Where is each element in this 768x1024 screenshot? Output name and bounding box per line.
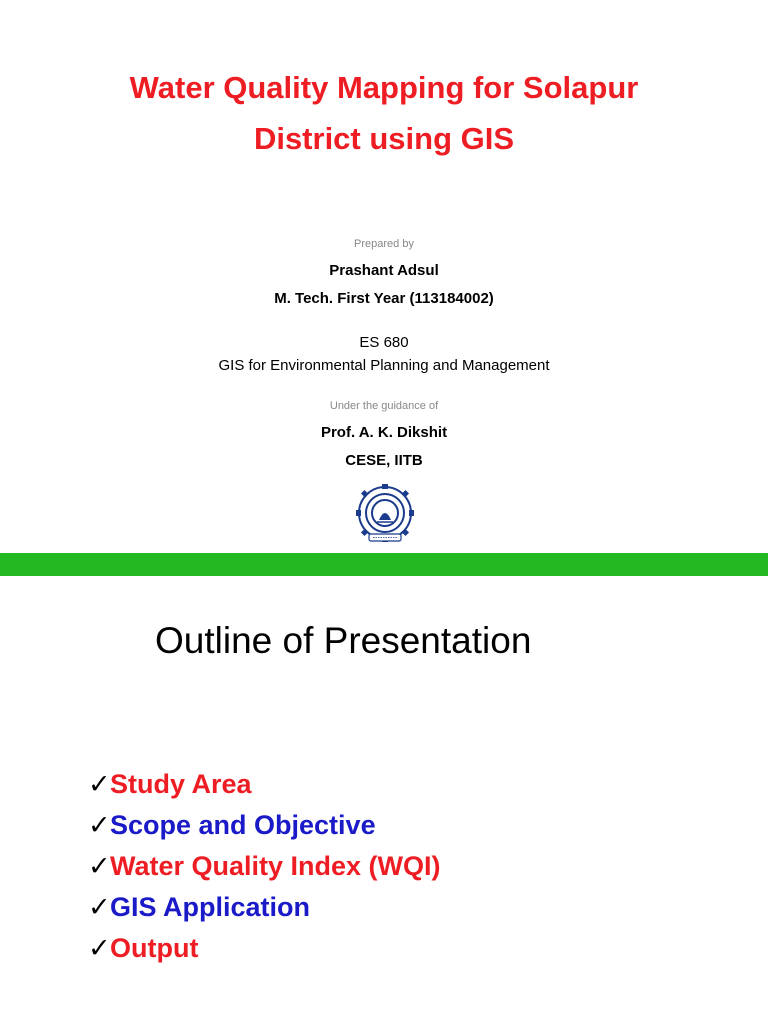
outline-title: Outline of Presentation [155, 620, 532, 661]
outline-bullet-label: Output [110, 933, 199, 963]
checkmark-icon: ✓ [88, 933, 111, 963]
author-name: Prashant Adsul [329, 262, 439, 279]
outline-bullet-item [88, 846, 441, 887]
checkmark-icon: ✓ [88, 769, 111, 799]
outline-bullet-item [88, 764, 441, 805]
outline-bullet-item [88, 805, 441, 846]
checkmark-icon: ✓ [88, 810, 111, 840]
prepared-by-label: Prepared by [354, 238, 414, 250]
course-code: ES 680 [359, 334, 409, 351]
guide-name: Prof. A. K. Dikshit [320, 424, 448, 441]
checkmark-icon: ✓ [88, 851, 111, 881]
iitb-emblem-icon [349, 484, 421, 546]
slide-title-line-2: District using GIS [253, 121, 515, 156]
outline-slide [0, 576, 768, 1024]
checkmark-icon: ✓ [88, 892, 111, 922]
guide-department: CESE, IITB [345, 452, 423, 469]
slide-title-line-1: Water Quality Mapping for Solapur [129, 70, 639, 105]
outline-bullet-label: Scope and Objective [110, 810, 376, 840]
slide-divider-bar [0, 553, 768, 576]
outline-bullet-item [88, 928, 441, 969]
guidance-label: Under the guidance of [329, 400, 439, 412]
author-program: M. Tech. First Year (113184002) [274, 290, 494, 307]
outline-bullet-label: Study Area [110, 769, 252, 799]
course-name: GIS for Environmental Planning and Management [218, 357, 550, 374]
outline-bullet-label: GIS Application [110, 892, 311, 922]
outline-bullet-list [88, 764, 441, 969]
outline-bullet-item [88, 887, 441, 928]
outline-bullet-label: Water Quality Index (WQI) [110, 851, 441, 881]
